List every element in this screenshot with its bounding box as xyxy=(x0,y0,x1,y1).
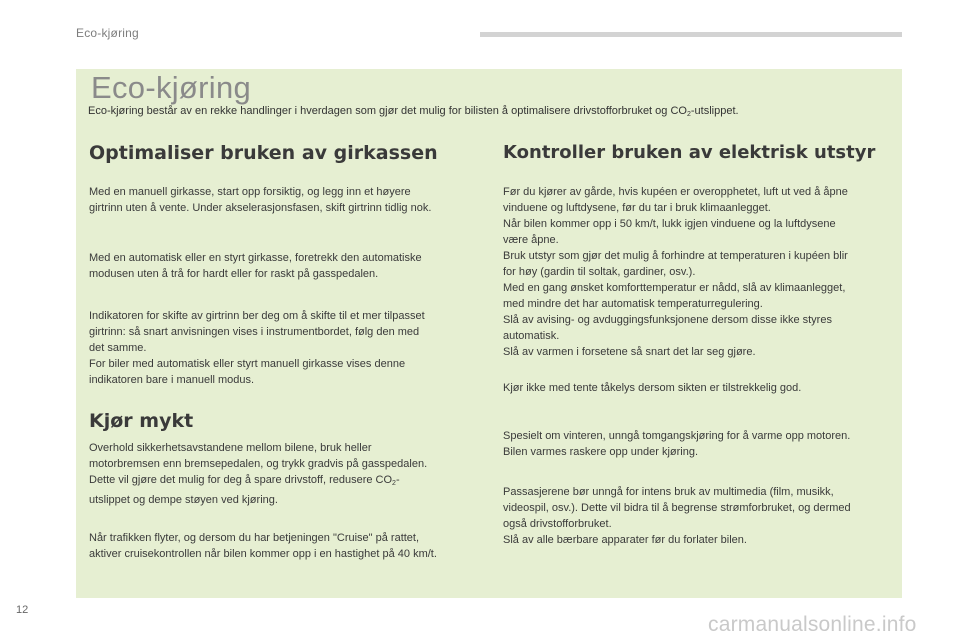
text-line: Med en manuell girkasse, start opp forsiktig, og legg inn et høyere xyxy=(89,186,411,198)
text-line: videospil, osv.). Dette vil bidra til å begrense strømforbruket, og dermed xyxy=(503,502,851,514)
text-segment: - xyxy=(395,474,400,486)
electrical-paragraph-fog-lights xyxy=(503,380,801,396)
text-line: automatisk. xyxy=(503,330,560,342)
intro-text-end: -utslippet. xyxy=(690,105,739,117)
subscript: 2 xyxy=(392,480,396,487)
drive-smoothly-heading: Kjør mykt xyxy=(89,410,194,432)
running-head: Eco-kjøring xyxy=(76,26,139,40)
gearbox-paragraph-indicator xyxy=(89,308,425,388)
electrical-paragraph-1 xyxy=(503,184,848,360)
text-line: Slå av varmen i forsetene så snart det lar seg gjøre. xyxy=(503,346,756,358)
intro-subscript: 2 xyxy=(686,111,691,118)
page-title: Eco-kjøring xyxy=(91,70,252,105)
drive-smoothly-paragraph-1 xyxy=(89,440,427,508)
page-number: 12 xyxy=(16,604,29,616)
text-line: Når bilen kommer opp i 50 km/t, lukk igjen vinduene og la luftdysene xyxy=(503,218,836,230)
text-line: For biler med automatisk eller styrt manuell girkasse vises denne xyxy=(89,358,406,370)
text-line: motorbremsen enn bremsepedalen, og trykk gradvis på gasspedalen. xyxy=(89,458,428,470)
text-line: være åpne. xyxy=(503,234,559,246)
text-line: modusen uten å trå for hardt eller for raskt på gasspedalen. xyxy=(89,268,379,280)
intro-text: Eco-kjøring består av en rekke handlinger i hverdagen som gjør det mulig for bilisten å optimalisere drivstofforbruket og CO xyxy=(88,105,687,117)
text-line: Bruk utstyr som gjør det mulig å forhindre at temperaturen i kupéen blir xyxy=(503,250,848,262)
electrical-equipment-heading: Kontroller bruken av elektrisk utstyr xyxy=(503,142,876,163)
text-line: med mindre det har automatisk temperaturregulering. xyxy=(503,298,763,310)
drive-smoothly-paragraph-2 xyxy=(89,530,437,562)
text-line: det samme. xyxy=(89,342,147,354)
electrical-paragraph-winter xyxy=(503,428,850,460)
text-line: Overhold sikkerhetsavstandene mellom bilene, bruk heller xyxy=(89,442,372,454)
text-line: Bilen varmes raskere opp under kjøring. xyxy=(503,446,699,458)
text-line: Slå av alle bærbare apparater før du forlater bilen. xyxy=(503,534,747,546)
text-line: indikatoren bare i manuell modus. xyxy=(89,374,255,386)
text-line: også drivstofforbruket. xyxy=(503,518,612,530)
text-line: Passasjerene bør unngå for intens bruk av multimedia (film, musikk, xyxy=(503,486,834,498)
text-line-with-subscript xyxy=(89,472,427,492)
text-line: Med en automatisk eller en styrt girkasse, foretrekk den automatiske xyxy=(89,252,422,264)
text-line: utslippet og dempe støyen ved kjøring. xyxy=(89,494,278,506)
text-line: girtrinn uten å vente. Under akselerasjonsfasen, skift girtrinn tidlig nok. xyxy=(89,202,432,214)
gearbox-paragraph-automatic xyxy=(89,250,422,282)
text-line: Før du kjører av gårde, hvis kupéen er overopphetet, luft ut ved å åpne xyxy=(503,186,848,198)
text-line: vinduene og luftdysene, før du tar i bruk klimaanlegget. xyxy=(503,202,771,214)
header-divider-bar xyxy=(480,32,902,37)
text-line: aktiver cruisekontrollen når bilen kommer opp i en hastighet på 40 km/t. xyxy=(89,548,437,560)
text-line: Med en gang ønsket komforttemperatur er nådd, slå av klimaanlegget, xyxy=(503,282,846,294)
text-line: Når trafikken flyter, og dersom du har betjeningen "Cruise" på rattet, xyxy=(89,532,420,544)
text-line: Spesielt om vinteren, unngå tomgangskjøring for å varme opp motoren. xyxy=(503,430,851,442)
intro-paragraph xyxy=(88,104,908,122)
watermark: carmanualsonline.info xyxy=(708,613,917,636)
text-segment: Dette vil gjøre det mulig for deg å spare drivstoff, redusere CO xyxy=(89,474,393,486)
text-line: for høy (gardin til soltak, gardiner, osv.). xyxy=(503,266,696,278)
text-line: Indikatoren for skifte av girtrinn ber deg om å skifte til et mer tilpasset xyxy=(89,310,425,322)
text-line: girtrinn: så snart anvisningen vises i instrumentbordet, følg den med xyxy=(89,326,420,338)
text-line: Kjør ikke med tente tåkelys dersom sikten er tilstrekkelig god. xyxy=(503,382,802,394)
electrical-paragraph-multimedia xyxy=(503,484,851,548)
gearbox-heading: Optimaliser bruken av girkassen xyxy=(89,142,438,164)
text-line: Slå av avising- og avduggingsfunksjonene dersom disse ikke styres xyxy=(503,314,832,326)
gearbox-paragraph-manual xyxy=(89,184,431,216)
